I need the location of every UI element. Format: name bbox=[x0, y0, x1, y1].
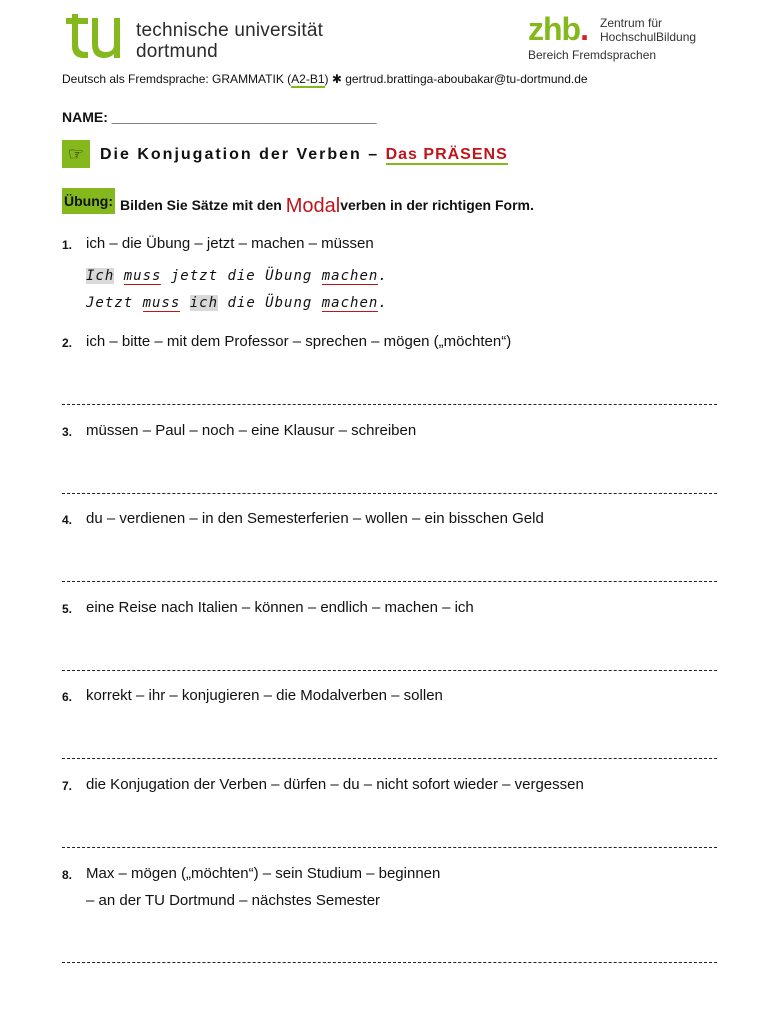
example-answer-1 bbox=[86, 268, 388, 284]
zhb-department: Bereich Fremdsprachen bbox=[528, 48, 657, 62]
example-subject: ich bbox=[189, 295, 219, 311]
answer-line[interactable] bbox=[62, 962, 717, 963]
zhb-line2: HochschulBildung bbox=[600, 30, 697, 44]
example-space bbox=[180, 295, 189, 311]
example-subject: Ich bbox=[86, 268, 115, 284]
zhb-line1: Zentrum für bbox=[600, 16, 663, 30]
example-period: . bbox=[378, 268, 388, 284]
answer-line[interactable] bbox=[62, 581, 717, 582]
task-before: Bilden Sie Sätze mit den bbox=[120, 197, 286, 213]
tu-logo-line2: dortmund bbox=[136, 41, 218, 62]
item-prompt: die Konjugation der Verben – dürfen – du – nicht sofort wieder – vergessen bbox=[86, 776, 584, 793]
level-label: A2-B1 bbox=[291, 72, 325, 86]
answer-line[interactable] bbox=[62, 493, 717, 494]
item-prompt: korrekt – ihr – konjugieren – die Modalverben – sollen bbox=[86, 687, 443, 704]
task-text bbox=[120, 193, 534, 216]
list-item bbox=[62, 776, 584, 795]
list-item bbox=[62, 333, 512, 352]
item-number: 4. bbox=[62, 513, 73, 527]
item-number: 6. bbox=[62, 690, 73, 704]
item-prompt: ich – bitte – mit dem Professor – sprechen – mögen („möchten“) bbox=[86, 333, 512, 350]
tu-logo-text bbox=[136, 20, 323, 62]
item-number: 5. bbox=[62, 602, 73, 616]
answer-line[interactable] bbox=[62, 670, 717, 671]
zhb-logo bbox=[528, 12, 718, 66]
item-prompt: müssen – Paul – noch – eine Klausur – schreiben bbox=[86, 422, 417, 439]
example-middle: die Übung bbox=[218, 295, 322, 311]
subtitle-suffix: ) ✱ gertrud.brattinga-aboubakar@tu-dortmund.de bbox=[324, 72, 588, 86]
name-field: NAME: __________________________________ bbox=[62, 109, 377, 125]
pointing-hand-icon: ☞ bbox=[62, 140, 90, 168]
item-number: 1. bbox=[62, 238, 73, 252]
zhb-mark-text: zhb bbox=[528, 11, 581, 47]
task-after: verben in der richtigen Form. bbox=[340, 197, 534, 213]
course-subtitle bbox=[62, 72, 588, 86]
tu-dortmund-logo bbox=[62, 14, 352, 66]
list-item bbox=[62, 235, 374, 254]
list-item bbox=[62, 599, 474, 618]
item-prompt: eine Reise nach Italien – können – endlich – machen – ich bbox=[86, 599, 474, 616]
answer-line[interactable] bbox=[62, 758, 717, 759]
item-number: 8. bbox=[62, 868, 73, 882]
example-middle: jetzt die Übung bbox=[161, 268, 322, 284]
title-text bbox=[100, 146, 508, 164]
item-prompt: du – verdienen – in den Semesterferien – wollen – ein bisschen Geld bbox=[86, 510, 544, 527]
example-modal-verb: muss bbox=[123, 268, 162, 284]
example-period: . bbox=[378, 295, 388, 311]
item-prompt-continued: – an der TU Dortmund – nächstes Semester bbox=[86, 892, 381, 909]
title-highlight: Das PRÄSENS bbox=[385, 146, 508, 163]
example-answer-2 bbox=[86, 295, 388, 311]
zhb-logo-mark bbox=[528, 12, 588, 46]
tu-logo-mark bbox=[62, 14, 126, 62]
zhb-institute-name bbox=[600, 16, 696, 44]
example-modal-verb: muss bbox=[142, 295, 181, 311]
answer-line[interactable] bbox=[62, 847, 717, 848]
item-number: 7. bbox=[62, 779, 73, 793]
item-prompt: ich – die Übung – jetzt – machen – müssen bbox=[86, 235, 374, 252]
example-infinitive: machen bbox=[321, 295, 379, 311]
zhb-mark-dot: . bbox=[580, 11, 588, 47]
item-number: 2. bbox=[62, 336, 73, 350]
task-modal-word: Modal bbox=[285, 195, 341, 217]
example-infinitive: machen bbox=[321, 268, 379, 284]
example-adverb: Jetzt bbox=[86, 295, 143, 311]
subtitle-prefix: Deutsch als Fremdsprache: GRAMMATIK ( bbox=[62, 72, 292, 86]
title-main: Die Konjugation der Verben – bbox=[100, 146, 386, 163]
list-item bbox=[62, 510, 544, 529]
tu-logo-line1: technische universität bbox=[136, 20, 324, 41]
item-prompt: Max – mögen („möchten“) – sein Studium – beginnen bbox=[86, 865, 441, 882]
answer-line[interactable] bbox=[62, 404, 717, 405]
item-number: 3. bbox=[62, 425, 73, 439]
list-item bbox=[62, 687, 443, 706]
exercise-badge: Übung: bbox=[62, 188, 115, 214]
list-item bbox=[62, 422, 417, 441]
list-item bbox=[62, 865, 441, 909]
